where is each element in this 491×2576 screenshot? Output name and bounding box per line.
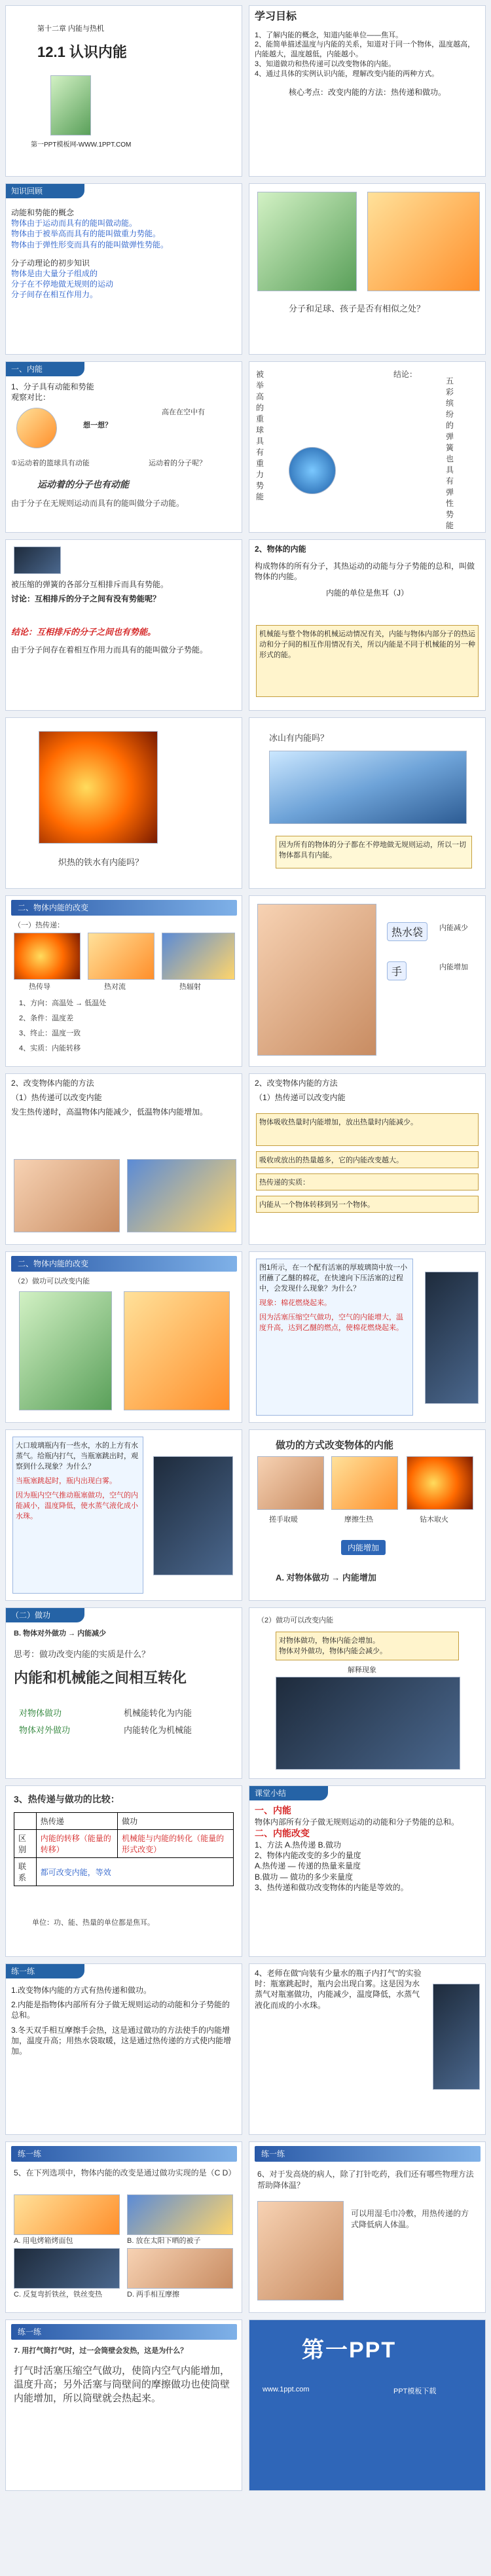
spring-image [14,546,61,574]
text-line: 因为活塞压缩空气做功，空气的内能增大，温度升高，达到乙醚的燃点，使棉花燃烧起来。 [259,1314,403,1332]
think-question: 思考：做功改变内能的实质是什么？ [14,1649,151,1659]
table-cell: 都可改变内能，等效 [36,1858,233,1886]
subheading: 2、物体的内能 [255,545,306,554]
exercise-item: 1.改变物体内能的方式有热传递和做功。 [11,1986,152,1995]
conduction-image [14,933,81,980]
footer-left[interactable]: www.1ppt.com [263,2386,310,2393]
slide-23 [5,1963,242,2135]
slide-17 [5,1429,242,1601]
exercise-text: 4、老师在做“向装有少量水的瓶子内打气”的实验时：瓶塞跳起时，瓶内会出现白雾。这是因为水蒸气对瓶塞做功，内能减少，温度降低，水蒸气液化而成的小水珠。 [255,1969,422,2010]
slide-16 [249,1251,486,1423]
caption: 炽热的铁水有内能吗？ [58,857,144,867]
sub-subheading: （1）热传递可以改变内能 [255,1093,346,1103]
option-image [127,2248,233,2289]
fly-label: 高在在空中有 [162,408,205,416]
info-box: 物体吸收热量时内能增加，放出热量时内能减少。 [256,1113,479,1146]
slide-4 [249,183,486,355]
body-text: 发生热传递时，高温物体内能减少，低温物体内能增加。 [11,1107,208,1117]
info-box: 吸收或放出的热量越多，它的内能改变越大。 [256,1151,479,1168]
patient-image [257,2201,344,2300]
summary-line: A.热传递 — 传递的热量来量度 [255,1861,361,1871]
photo-left [14,1159,120,1232]
objective-item: 3、知道做功和热传递可以改变物体的内能。 [255,60,396,69]
slide-7 [5,539,242,711]
subheading: （一）热传递： [14,921,64,929]
photo-caption: 解释现象 [348,1666,376,1674]
slide-13 [5,1073,242,1245]
section-tag: 课堂小结 [249,1786,328,1800]
subheading: （2）做功可以改变内能 [14,1278,90,1285]
text-line: 分子动理论的初步知识 [11,258,90,268]
definition-text: 构成物体的所有分子，其热运动的动能与分子势能的总和，叫做物体的内能。 [255,562,475,582]
slide-26 [249,2141,486,2313]
option-label: C. 反复弯折铁丝，铁丝变热 [14,2291,103,2299]
activity-label: 摩擦生热 [344,1516,373,1524]
section-header: 二、物体内能的改变 [11,900,237,916]
result-pill: 内能增加 [341,1540,386,1555]
unit-text: 内能的单位是焦耳（J） [325,588,409,598]
point: 4、实质：内能转移 [19,1045,81,1052]
exercise-item: 2.内能是指物体内部所有分子做无规则运动的动能和分子势能的总和。 [11,2000,230,2020]
mode-label: 热传导 [29,983,50,991]
slide-3 [5,183,242,355]
answer-box: 因为所有的物体的分子都在不停地做无规则运动，所以一切物体都具有内能。 [276,836,472,868]
box-line: 对物体做功，物体内能会增加。 [279,1637,380,1645]
left-label: 物体对外做功 [19,1725,71,1735]
section-tag: 一、内能 [6,362,84,376]
table-cell [14,1813,37,1830]
option-label: B. 放在太阳下晒的被子 [127,2237,201,2245]
table-heading: 3、热传递与做功的比较： [14,1794,120,1804]
rub-hands-image [257,1456,324,1510]
lesson-title: 12.1 认识内能 [37,44,127,60]
foot-note: 单位：功、能、热量的单位都是焦耳。 [32,1919,155,1927]
basketball-image [16,408,57,448]
section-tag: （二）做功 [6,1608,84,1622]
comparison-table [14,1812,234,1886]
radiation-image [162,933,235,980]
activity-label: 搓手取暖 [269,1516,298,1524]
bottle-image [153,1456,233,1575]
question: 6、对于发高烧的病人，除了打针吃药，我们还有哪些物理方法帮助降体温？ [257,2170,474,2190]
site-logo-text: 第一PPT模板网-WWW.1PPT.COM [31,141,132,149]
slide-25 [5,2141,242,2313]
text-line: 当瓶塞跳起时，瓶内出现白雾。 [16,1477,117,1485]
point: 2、条件：温度差 [19,1014,74,1022]
question: 5、在下列选项中，物体内能的改变是通过做功实现的是（C D） [14,2168,236,2177]
think-label: 想一想？ [83,421,112,429]
molten-iron-photo [39,731,158,844]
text-line: 分子在不停地做无规则的运动 [11,279,114,289]
summary-line: 2、物体内能改变的多少的量度 [255,1851,361,1861]
option-image [127,2194,233,2235]
slide-18 [249,1429,486,1601]
summary-line: 1、方法 A.热传递 B.做功 [255,1840,342,1850]
section-header: 练一练 [11,2146,237,2162]
label-box: 手 [387,961,407,980]
slide-6 [249,361,486,533]
option-label: D. 两手相互摩擦 [127,2291,180,2299]
answer: 打气时活塞压缩空气做功，使筒内空气内能增加，温度升高；另外活塞与筒壁间的摩擦做功也使筒壁内能增加，所以筒壁就会热起来。 [14,2365,230,2404]
section-header: 练一练 [11,2324,237,2340]
info-box: 内能从一个物体转移到另一个物体。 [256,1196,479,1213]
subheading: 1、分子具有动能和势能 [11,382,94,391]
slide-20 [249,1607,486,1779]
text-line: 物体由于被举高而具有的能叫做重力势能。 [11,229,161,239]
slide-heading: 做功的方式改变物体的内能 [276,1440,394,1451]
info-box: 热传递的实质： [256,1173,479,1190]
slide-10 [249,717,486,889]
slide-2 [249,5,486,177]
big-statement: 内能和机械能之间相互转化 [14,1670,187,1686]
hands-photo [257,904,376,1056]
objectives-list [255,31,480,79]
text-line: 物体是由大量分子组成的 [11,268,98,278]
basketball-caption: ①运动着的篮球具有动能 [11,459,90,467]
table-cell: 内能的转移（能量的转移） [36,1830,117,1858]
right-label: 内能转化为机械能 [124,1725,192,1735]
exercise-item: 3.冬天双手相互摩擦手会热，这是通过做功的方法使手的内能增加，温度升高；用热水袋取暖，这是通过热传递的方式使内能增加。 [11,2025,232,2056]
conclusion-1: 运动着的分子也有动能 [37,479,129,490]
section-heading: 学习目标 [255,11,297,22]
slide-12 [249,895,486,1067]
conclusion: 结论：互相排斥的分子之间也有势能。 [11,627,156,637]
section-tag: 练一练 [6,1964,84,1978]
text-line: 因为瓶内空气推动瓶塞做功，空气的内能减小，温度降低，使水蒸气液化成小水珠。 [16,1492,138,1520]
mode-label: 热对流 [104,983,126,991]
slide-21 [5,1785,242,1957]
mode-label: 热辐射 [179,983,201,991]
sub-subheading: （1）热传递可以改变内能 [11,1093,102,1103]
photo [276,1677,460,1770]
label-text: 内能减少 [439,924,468,932]
slide-11 [5,895,242,1067]
objective-item: 2、能简单描述温度与内能的关系，知道对于同一个物体，温度越高，内能越大，温度越低，内能越小。 [255,41,475,59]
answer: 可以用湿毛巾冷敷，用热传递的方式降低病人体温。 [351,2209,469,2229]
drill-fire-image [407,1456,473,1510]
foot-text: 由于分子间存在着相互作用力而具有的能叫做分子势能。 [11,645,208,654]
slide-15 [5,1251,242,1423]
slide-28 [249,2319,486,2491]
slide-27 [5,2319,242,2491]
point: 3、终止：温度一致 [19,1029,81,1037]
summary-line: 3、热传递和做功改变物体的内能是等效的。 [255,1882,409,1892]
tag-label: 知识回顾 [6,184,84,198]
molecule-caption: 运动着的分子呢？ [149,459,206,467]
table-cell: 联系 [14,1858,37,1886]
table-cell: 热传递 [36,1813,117,1830]
table-cell: 区别 [14,1830,37,1858]
vertical-caption-left: 被举高的重球具有重力势能 [256,370,264,501]
label-box: 热水袋 [387,922,427,941]
activity-label: 钻木取火 [420,1516,448,1524]
question-text: 分子和足球、孩子是否有相似之处？ [289,304,426,313]
experiment-box [256,1259,413,1416]
slide-9 [5,717,242,889]
slide-24 [249,1963,486,2135]
summary-line: 二、内能改变 [255,1828,310,1839]
text-line: 讨论：互相排斥的分子之间有没有势能呢？ [11,594,161,604]
comparison-box: 机械能与整个物体的机械运动情况有关，内能与物体内部分子的热运动和分子间的相互作用情况有关，所以内能是不同于机械能的另一种形式的能。 [256,625,479,697]
experiment-box [12,1437,143,1594]
convection-image [88,933,155,980]
conclusion-2: 由于分子在无规则运动而具有的能叫做分子动能。 [11,499,185,508]
slide-8 [249,539,486,711]
question: 冰山有内能吗？ [269,733,329,743]
note-label: 结论： [393,370,418,379]
option-image [14,2248,120,2289]
summary-box [276,1632,459,1660]
text-line: 动能和势能的概念 [11,208,75,217]
apparatus-image [425,1272,479,1404]
slide-5 [5,361,242,533]
text-line: 被压缩的弹簧的各部分互相排斥而具有势能。 [11,580,169,589]
text-line: 物体由于弹性形变而具有的能叫做弹性势能。 [11,240,169,249]
section-header: 练一练 [255,2146,481,2162]
label-text: 内能增加 [439,963,468,971]
text-line: 分子间存在相互作用力。 [11,290,98,300]
slide-19 [5,1607,242,1779]
vertical-caption-right: 五彩缤纷的弹簧也具有弹性势能 [446,376,454,530]
key-point: 核心考点：改变内能的方法：热传递和做功。 [288,87,446,97]
text-line: 图1所示，在一个配有活塞的厚玻璃筒中放一小团蘸了乙醚的棉花，在快速向下压活塞的过程中，会发现什么现象？为什么？ [259,1264,408,1293]
table-cell: 机械能与内能的转化（能量的形式改变） [118,1830,234,1858]
friction-image [331,1456,398,1510]
slide-1 [5,5,242,177]
right-label: 机械能转化为内能 [124,1708,192,1718]
point-b: B. 物体对外做功 → 内能减少 [14,1630,107,1637]
text-line: 大口玻璃瓶内有一些水，水的上方有水蒸气。给瓶内打气，当瓶塞跳出时，观察到什么现象？为什么？ [16,1442,138,1471]
left-label: 对物体做功 [19,1708,62,1718]
objective-item: 1、了解内能的概念，知道内能单位——焦耳。 [255,31,403,39]
iceberg-photo [269,751,467,824]
chapter-title: 第十二章 内能与热机 [37,25,105,33]
conclusion: A. 对物体做功 → 内能增加 [276,1573,376,1583]
brand-logo: 第一PPT [302,2338,397,2363]
option-label: A. 用电烤箱烤面包 [14,2237,73,2245]
text-line: 现象：棉花燃烧起来。 [259,1299,331,1307]
table-cell: 做功 [118,1813,234,1830]
observe-label: 观察对比： [11,393,51,402]
slide-22 [249,1785,486,1957]
summary-line: 一、内能 [255,1805,291,1816]
text-line: 物体由于运动而具有的能叫做动能。 [11,219,137,228]
section-header: 二、物体内能的改变 [11,1256,237,1272]
illustration-left [19,1291,112,1410]
footer-right[interactable]: PPT模板下载 [393,2388,437,2395]
summary-line: 物体内部所有分子做无规则运动的动能和分子势能的总和。 [255,1817,460,1827]
soccer-photo [257,192,357,291]
point: 1、方向：高温处 → 低温处 [19,999,107,1007]
photo-right [127,1159,236,1232]
box-line: 物体对外做功，物体内能会减少。 [279,1647,387,1655]
objective-item: 4、通过具体的实例认识内能，理解改变内能的两种方式。 [255,69,439,78]
book-image [50,75,91,135]
ball-image [289,447,336,494]
option-image [14,2194,120,2235]
subheading: （2）做功可以改变内能 [257,1617,334,1624]
subheading: 2、改变物体内能的方法 [11,1079,94,1088]
question: 7. 用打气筒打气时，过一会筒壁会发热，这是为什么？ [14,2347,188,2355]
slide-illustration [124,1291,230,1410]
tug-of-war-photo [367,192,480,291]
subheading: 2、改变物体内能的方法 [255,1079,338,1088]
summary-line: B.做功 — 做功的多少来量度 [255,1872,354,1882]
apparatus-image [433,1984,480,2090]
slide-14 [249,1073,486,1245]
